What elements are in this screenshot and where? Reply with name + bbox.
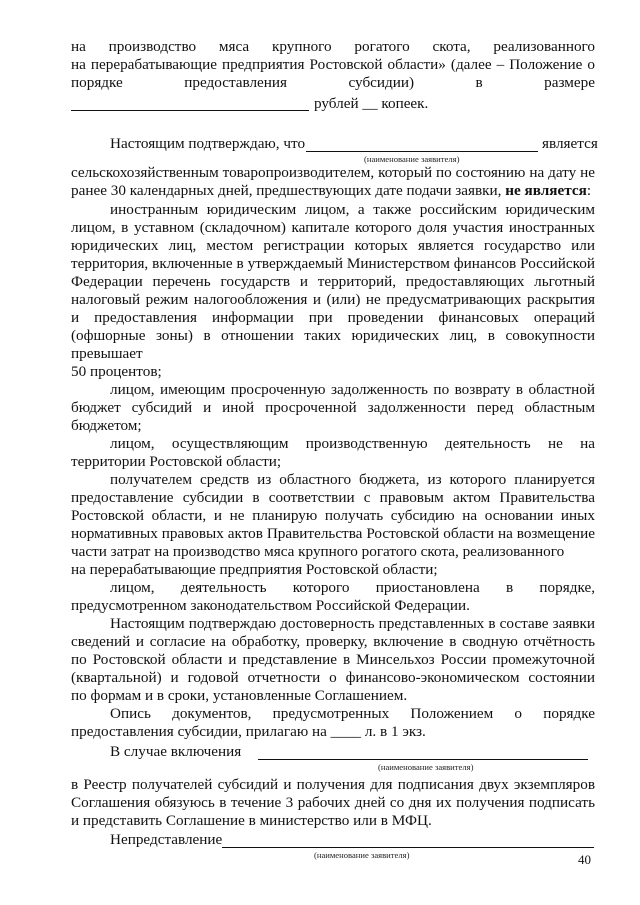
field-caption: (наименование заявителя) [314, 850, 410, 860]
text-line: (квартальной) и годовой отчетности о финансово-экономическом состоянии [71, 669, 595, 686]
text-line: территория, включенные в утверждаемый Министерством финансов Российской [71, 255, 595, 272]
text-line: В случае включения [110, 743, 242, 760]
text-line: на перерабатывающие предприятия Ростовской области» (далее – Положение о [71, 56, 595, 73]
text-line: нормативных правовых актов Правительства Ростовской области на возмещение [71, 525, 595, 542]
text-line: части затрат на производство мяса крупного рогатого скота, реализованного [71, 543, 565, 560]
text-line: на перерабатывающие предприятия Ростовской области; [71, 561, 438, 578]
text-line: 50 процентов; [71, 363, 162, 380]
blank-applicant-line [222, 847, 594, 848]
text-line: бюджетом; [71, 417, 142, 434]
text-line: налоговый режим налогообложения и (или) не предусматривающих раскрытия [71, 291, 595, 308]
blank-amount-line [71, 110, 309, 111]
text-line: Непредставление [110, 831, 223, 848]
text-line: бюджет субсидий и иной просроченной задолженности перед областным [71, 399, 595, 416]
text-line: и представить Соглашение в министерство или в МФЦ. [71, 812, 432, 829]
text-line: лицом, осуществляющим производственную деятельность не на [110, 435, 595, 452]
text-line: лицом, деятельность которого приостановлена в порядке, [110, 579, 595, 596]
blank-applicant-line [306, 151, 538, 152]
text-line: в Реестр получателей субсидий и получения для подписания двух экземпляров [71, 776, 595, 793]
text-line: превышает [71, 345, 143, 362]
page-number: 40 [578, 852, 591, 867]
text-line: Соглашения обязуюсь в течение 3 рабочих дней со дня их получения подписать [71, 794, 595, 811]
text-line: Ростовской области, и не планирую получать субсидию на основании иных [71, 507, 595, 524]
text-line: Федерации перечень государств и территорий, предоставляющих льготный [71, 273, 595, 290]
text-line: предоставление субсидии в соответствии с правовым актом Правительства [71, 489, 595, 506]
blank-applicant-line [258, 759, 588, 760]
text-line: порядке предоставления субсидии) в размере [71, 74, 595, 91]
text-line: лицом, в уставном (складочном) капитале которого доля участия иностранных [71, 219, 595, 236]
text-line: лицом, имеющим просроченную задолженность по возврату в областной [110, 381, 595, 398]
text-line: ранее 30 календарных дней, предшествующих дате подачи заявки, не является: [71, 182, 592, 199]
text-line: получателем средств из областного бюджета, из которого планируется [110, 471, 595, 488]
field-caption: (наименование заявителя) [364, 154, 460, 164]
text-line: по формам и в сроки, установленные Соглашением. [71, 687, 408, 704]
text-line: рублей __ копеек. [314, 95, 429, 112]
text-line: Настоящим подтверждаю достоверность представленных в составе заявки [110, 615, 595, 632]
text-line: (офшорные зоны) в отношении таких юридических лиц, в совокупности [71, 327, 595, 344]
text-line: по Ростовской области и представление в Минсельхоз России промежуточной [71, 651, 595, 668]
text-line: иностранным юридическим лицом, а также российским юридическим [110, 201, 595, 218]
text-line: Настоящим подтверждаю, что [110, 135, 306, 152]
text-line: является [542, 135, 598, 152]
text-line: юридических лиц, местом регистрации которых является государство или [71, 237, 595, 254]
text-line: территории Ростовской области; [71, 453, 282, 470]
text-line: на производство мяса крупного рогатого скота, реализованного [71, 38, 595, 55]
text-line: Опись документов, предусмотренных Положением о порядке [110, 705, 595, 722]
field-caption: (наименование заявителя) [378, 762, 474, 772]
text-line: предусмотренном законодательством Российской Федерации. [71, 597, 470, 614]
text-line: сведений и согласие на обработку, проверку, включение в сводную отчётность [71, 633, 595, 650]
text-line: предоставления субсидии, прилагаю на ____ л. в 1 экз. [71, 723, 426, 740]
text-line: сельскохозяйственным товаропроизводителем, который по состоянию на дату не [71, 164, 595, 181]
text-line: и предоставления информации при проведении финансовых операций [71, 309, 595, 326]
